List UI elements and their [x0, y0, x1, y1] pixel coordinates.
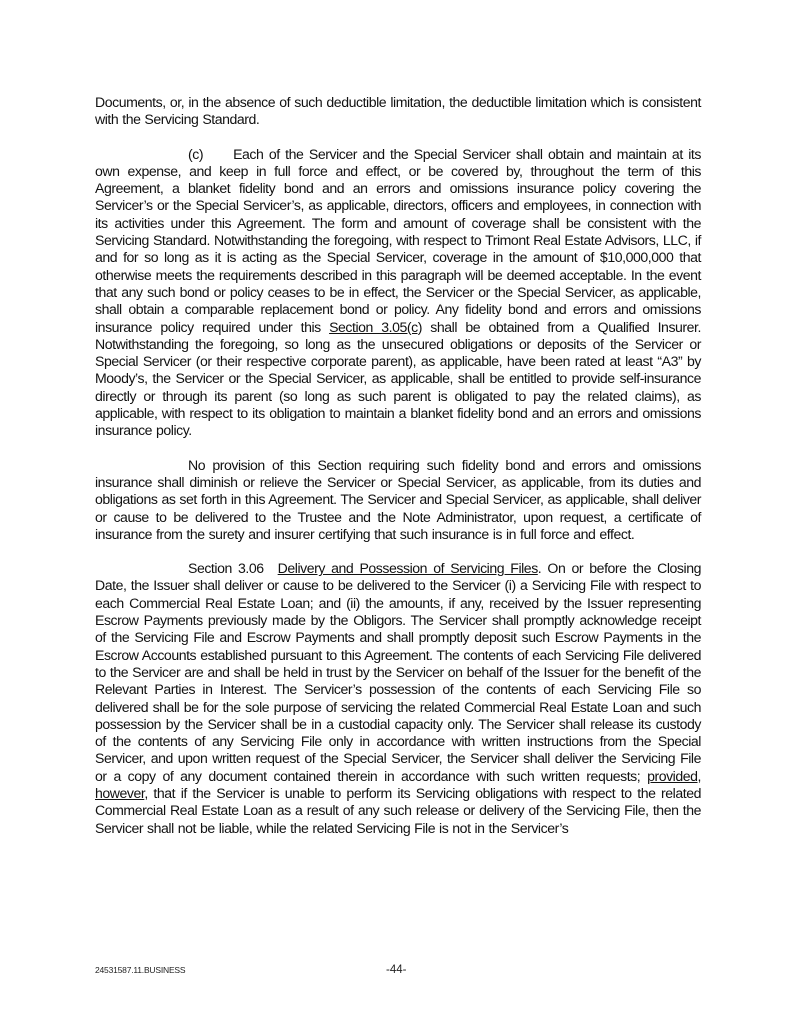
- page-footer: [95, 964, 701, 978]
- comma: ,: [697, 767, 701, 784]
- document-page: [95, 94, 701, 837]
- paragraph-text: Documents, or, in the absence of such deductible limitation, the deductible limitation which is consistent with the Servicing Standard.: [95, 94, 701, 128]
- paragraph-text: shall be obtained from a Qualified Insurer. Notwithstanding the foregoing, so long as the unsecured obligations or deposits of the Servicer or Special Servicer (or their respective corporate parent), as applicable, have been rated at least “A3” by Moody’s, the Servicer or the Special Servicer, as applicable, shall be entitled to provide self-insurance directly or through its parent (so long as such parent is obligated to pay the related claims), as applicable, with respect to its obligation to maintain a blanket fidelity bond and an errors and omissions insurance policy.: [95, 318, 701, 439]
- paragraph-text: On or before the Closing Date, the Issuer shall deliver or cause to be delivered to the Servicer (i) a Servicing File with respect to each Commercial Real Estate Loan; and (ii) the amounts, if any, received by the Issuer representing Escrow Payments previously made by the Obligors. The Servicer shall promptly acknowledge receipt of the Servicing File and Escrow Payments and shall promptly deposit such Escrow Payments in the Escrow Accounts established pursuant to this Agreement. The contents of each Servicing File delivered to the Servicer are and shall be held in trust by the Servicer on behalf of the Issuer for the benefit of the Relevant Parties in Interest. The Servicer’s possession of the contents of each Servicing File so delivered shall be for the sole purpose of servicing the related Commercial Real Estate Loan and such possession by the Servicer shall be in a custodial capacity only. The Servicer shall release its custody of the contents of any Servicing File only in accordance with written instructions from the Special Servicer, and upon written request of the Special Servicer, the Servicer shall deliver the Servicing File or a copy of any document contained therein in accordance with such written requests;: [95, 560, 701, 784]
- section-title-period: .: [537, 560, 542, 577]
- paragraph-no-provision: [95, 457, 701, 543]
- however-term: however: [95, 784, 145, 801]
- paragraph-text: Each of the Servicer and the Special Servicer shall obtain and maintain at its own expense, and keep in full force and effect, or be covered by, throughout the term of this Agreement, a blanket fidelity bond and an errors and omissions insurance policy covering the Servicer’s or the Special Servicer’s, as applicable, directors, officers and employees, in connection with its activities under this Agreement. The form and amount of coverage shall be consistent with the Servicing Standard. Notwithstanding the foregoing, with respect to Trimont Real Estate Advisors, LLC, if and for so long as it is acting as the Special Servicer, coverage in the amount of $10,000,000 that otherwise meets the requirements described in this paragraph will be deemed acceptable. In the event that any such bond or policy ceases to be in effect, the Servicer or the Special Servicer, as applicable, shall obtain a comparable replacement bond or policy. Any fidelity bond and errors and omissions insurance policy required under this: [95, 145, 701, 335]
- provided-term: provided: [647, 767, 698, 784]
- paragraph-text: , that if the Servicer is unable to perform its Servicing obligations with respect to the related Commercial Real Estate Loan as a result of any such release or delivery of the Servicing File, then the Servicer shall not be liable, while the related Servicing File is not in the Servicer’s: [95, 784, 701, 836]
- subsection-label: (c): [188, 145, 204, 162]
- document-id: 24531587.11.BUSINESS: [95, 965, 186, 975]
- paragraph-text: No provision of this Section requiring such fidelity bond and errors and omissions insurance shall diminish or relieve the Servicer or Special Servicer, as applicable, from its duties and obligations as set forth in this Agreement. The Servicer and Special Servicer, as applicable, shall deliver or cause to be delivered to the Trustee and the Note Administrator, upon request, a certificate of insurance from the surety and insurer certifying that such insurance is in full force and effect.: [95, 456, 701, 542]
- section-reference-link[interactable]: Section 3.05(c): [329, 318, 422, 335]
- section-number: Section 3.06: [188, 560, 264, 577]
- paragraph-deductible-continuation: [95, 94, 701, 129]
- paragraph-section-3-05-c: [95, 146, 701, 440]
- paragraph-section-3-06: [95, 560, 701, 837]
- page-number: -44-: [386, 964, 407, 976]
- section-title: Delivery and Possession of Servicing Files: [277, 560, 538, 577]
